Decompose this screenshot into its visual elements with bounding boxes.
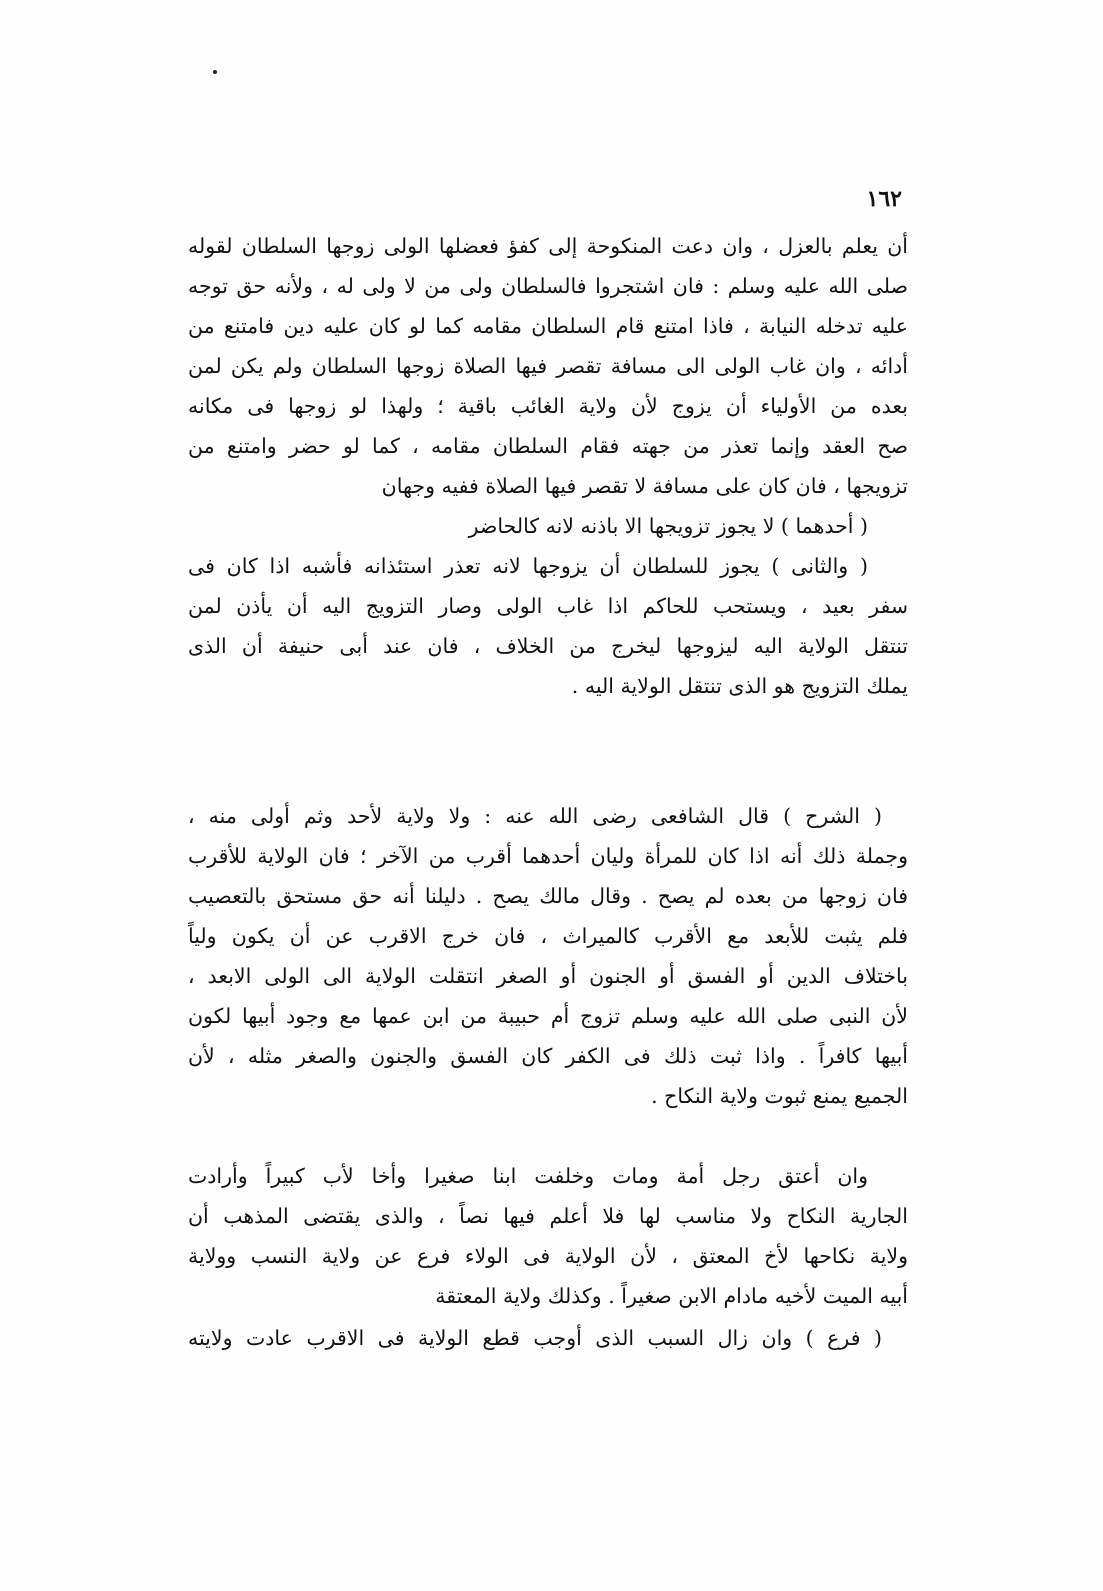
paragraph-main-text xyxy=(188,226,908,706)
text-line: يملك التزويج هو الذى تنتقل الولاية اليه . xyxy=(571,674,908,698)
text-line: الجارية النكاح ولا مناسب لها فلا أعلم فيها نصاً ، والذى يقتضى المذهب أن xyxy=(188,1204,908,1228)
text-line: صح العقد وإنما تعذر من جهته فقام السلطان مقامه ، كما لو حضر وامتنع من xyxy=(188,434,908,458)
text-line: فان زوجها من بعده لم يصح . وقال مالك يصح . دليلنا أنه حق مستحق بالتعصيب xyxy=(188,884,908,908)
text-line: تنتقل الولاية اليه ليزوجها ليخرج من الخلاف ، فان عند أبى حنيفة أن الذى xyxy=(188,634,908,658)
text-line: وان أعتق رجل أمة ومات وخلفت ابنا صغيرا وأخا لأب كبيراً وأرادت xyxy=(188,1164,868,1188)
text-line: باختلاف الدين أو الفسق أو الجنون أو الصغر انتقلت الولاية الى الولى الابعد ، xyxy=(188,964,908,988)
text-line: بعده من الأولياء أن يزوج لأن ولاية الغائب باقية ؛ ولهذا لو زوجها فى مكانه xyxy=(188,394,908,418)
text-line: فلم يثبت للأبعد مع الأقرب كالميراث ، فان خرج الاقرب عن أن يكون ولياً xyxy=(188,924,908,948)
text-line: أبيها كافراً . واذا ثبت ذلك فى الكفر كان الفسق والجنون والصغر مثله ، لأن xyxy=(188,1044,908,1068)
paragraph-continuation xyxy=(188,1156,908,1316)
text-line: لأن النبى صلى الله عليه وسلم تزوج أم حبيبة من ابن عمها مع وجود أبيها لكون xyxy=(188,1004,908,1028)
text-line: أن يعلم بالعزل ، وان دعت المنكوحة إلى كفؤ فعضلها الولى زوجها السلطان لقوله xyxy=(188,234,908,258)
text-line: ( أحدهما ) لا يجوز تزويجها الا باذنه لانه كالحاضر xyxy=(468,514,868,538)
text-line: عليه تدخله النيابة ، فاذا امتنع قام السلطان مقامه كما لو كان عليه دين فامتنع من xyxy=(188,314,908,338)
text-line: ولاية نكاحها لأخ المعتق ، لأن الولاية فى الولاء فرع عن ولاية النسب وولاية xyxy=(188,1244,908,1268)
text-line: أبيه الميت لأخيه مادام الابن صغيراً . وكذلك ولاية المعتقة xyxy=(435,1284,908,1308)
text-line: سفر بعيد ، ويستحب للحاكم اذا غاب الولى وصار التزويج اليه أن يأذن لمن xyxy=(188,594,908,618)
text-line: ( والثانى ) يجوز للسلطان أن يزوجها لانه تعذر استئذانه فأشبه اذا كان فى xyxy=(188,554,868,578)
text-line: ( الشرح ) قال الشافعى رضى الله عنه : ولا ولاية لأحد وثم أولى منه ، xyxy=(188,804,882,828)
paragraph-branch xyxy=(188,1318,908,1358)
text-line: صلى الله عليه وسلم : فان اشتجروا فالسلطان ولى من لا ولى له ، ولأنه حق توجه xyxy=(188,274,908,298)
text-line: أدائه ، وان غاب الولى الى مسافة تقصر فيها الصلاة زوجها السلطان ولم يكن لمن xyxy=(188,354,908,378)
paragraph-commentary xyxy=(188,796,908,1116)
text-line: ( فرع ) وان زال السبب الذى أوجب قطع الولاية فى الاقرب عادت ولايته xyxy=(188,1326,882,1350)
text-line: تزويجها ، فان كان على مسافة لا تقصر فيها الصلاة ففيه وجهان xyxy=(381,474,908,498)
text-line: وجملة ذلك أنه اذا كان للمرأة وليان أحدهما أقرب من الآخر ؛ فان الولاية للأقرب xyxy=(188,844,908,868)
text-line: الجميع يمنع ثبوت ولاية النكاح . xyxy=(651,1084,908,1108)
page-number: ١٦٢ xyxy=(866,186,902,212)
scan-speck xyxy=(213,70,217,74)
